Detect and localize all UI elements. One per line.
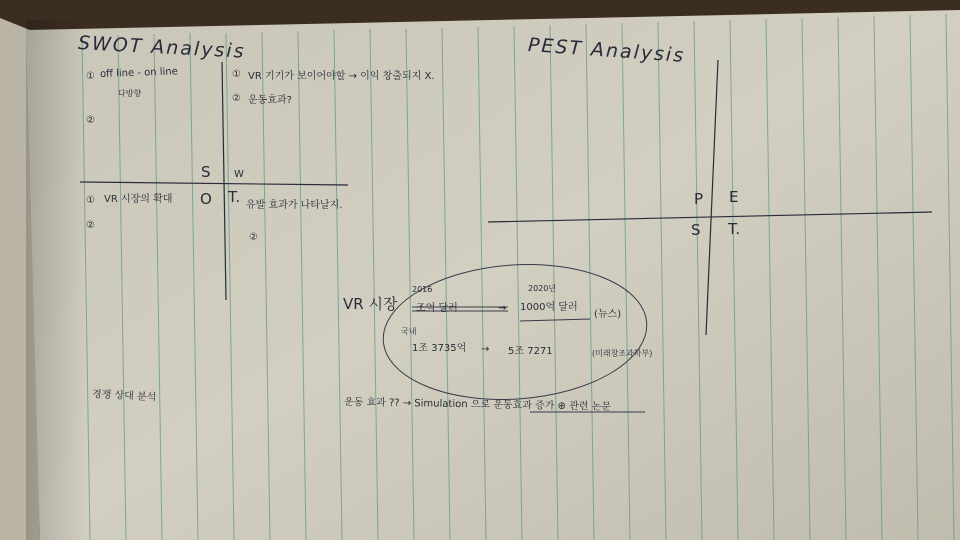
quadrant-t: T.: [228, 188, 241, 206]
pest-t: T.: [728, 220, 741, 238]
opportunity-note: VR 시장의 확대: [104, 194, 173, 205]
quadrant-w: W: [234, 169, 244, 180]
circle-num: ①: [232, 69, 241, 80]
vr-line2-paren: (미래창조과학부): [592, 349, 653, 358]
circle-num: ①: [86, 71, 95, 82]
vr-arrow-1: →: [498, 303, 507, 314]
page-shadow: [26, 20, 86, 540]
strength-note-1: off line - on line: [99, 66, 179, 80]
quadrant-s: S: [201, 163, 211, 181]
pest-e: E: [729, 188, 739, 206]
circle-num: ②: [86, 115, 95, 126]
circle-num: ②: [86, 220, 95, 231]
quadrant-o: O: [200, 190, 212, 208]
weakness-note-2: 운동효과?: [248, 95, 292, 106]
vr-korea-label: 국내: [401, 327, 417, 336]
vr-market-label: VR 시장: [343, 295, 398, 313]
vr-line1-right: 1000억 달러: [520, 302, 578, 313]
circle-num: ①: [86, 195, 95, 206]
circle-num: ②: [232, 93, 241, 104]
bottom-note: 경쟁 상대 분석: [91, 389, 157, 404]
vr-small-year-1: 2016: [412, 285, 433, 294]
vr-line1-left: 조억 달러: [416, 303, 458, 314]
vr-line1-paren: (뉴스): [594, 309, 622, 320]
exercise-note: 운동 효과 ?? → Simulation 으로 운동효과 증가 ⊕ 관련 논문: [343, 397, 612, 413]
notebook-page: [26, 10, 960, 540]
swot-title: SWOT Analysis: [77, 32, 247, 63]
pest-title: PEST Analysis: [527, 34, 686, 67]
pest-s: S: [691, 221, 701, 239]
strength-note-2: 다방향: [118, 89, 142, 98]
vr-line2-right: 5조 7271: [508, 346, 553, 357]
threat-note: 유발 효과가 나타날지.: [246, 200, 343, 211]
vr-small-year-2: 2020년: [528, 284, 557, 293]
pest-p: P: [694, 190, 704, 208]
circle-num: ②: [249, 232, 258, 243]
vr-line2-left: 1조 3735억: [412, 343, 467, 354]
vr-arrow-2: →: [481, 344, 490, 355]
weakness-note-1: VR 기기가 보이어야할 → 이익 창출되지 X.: [248, 71, 435, 82]
